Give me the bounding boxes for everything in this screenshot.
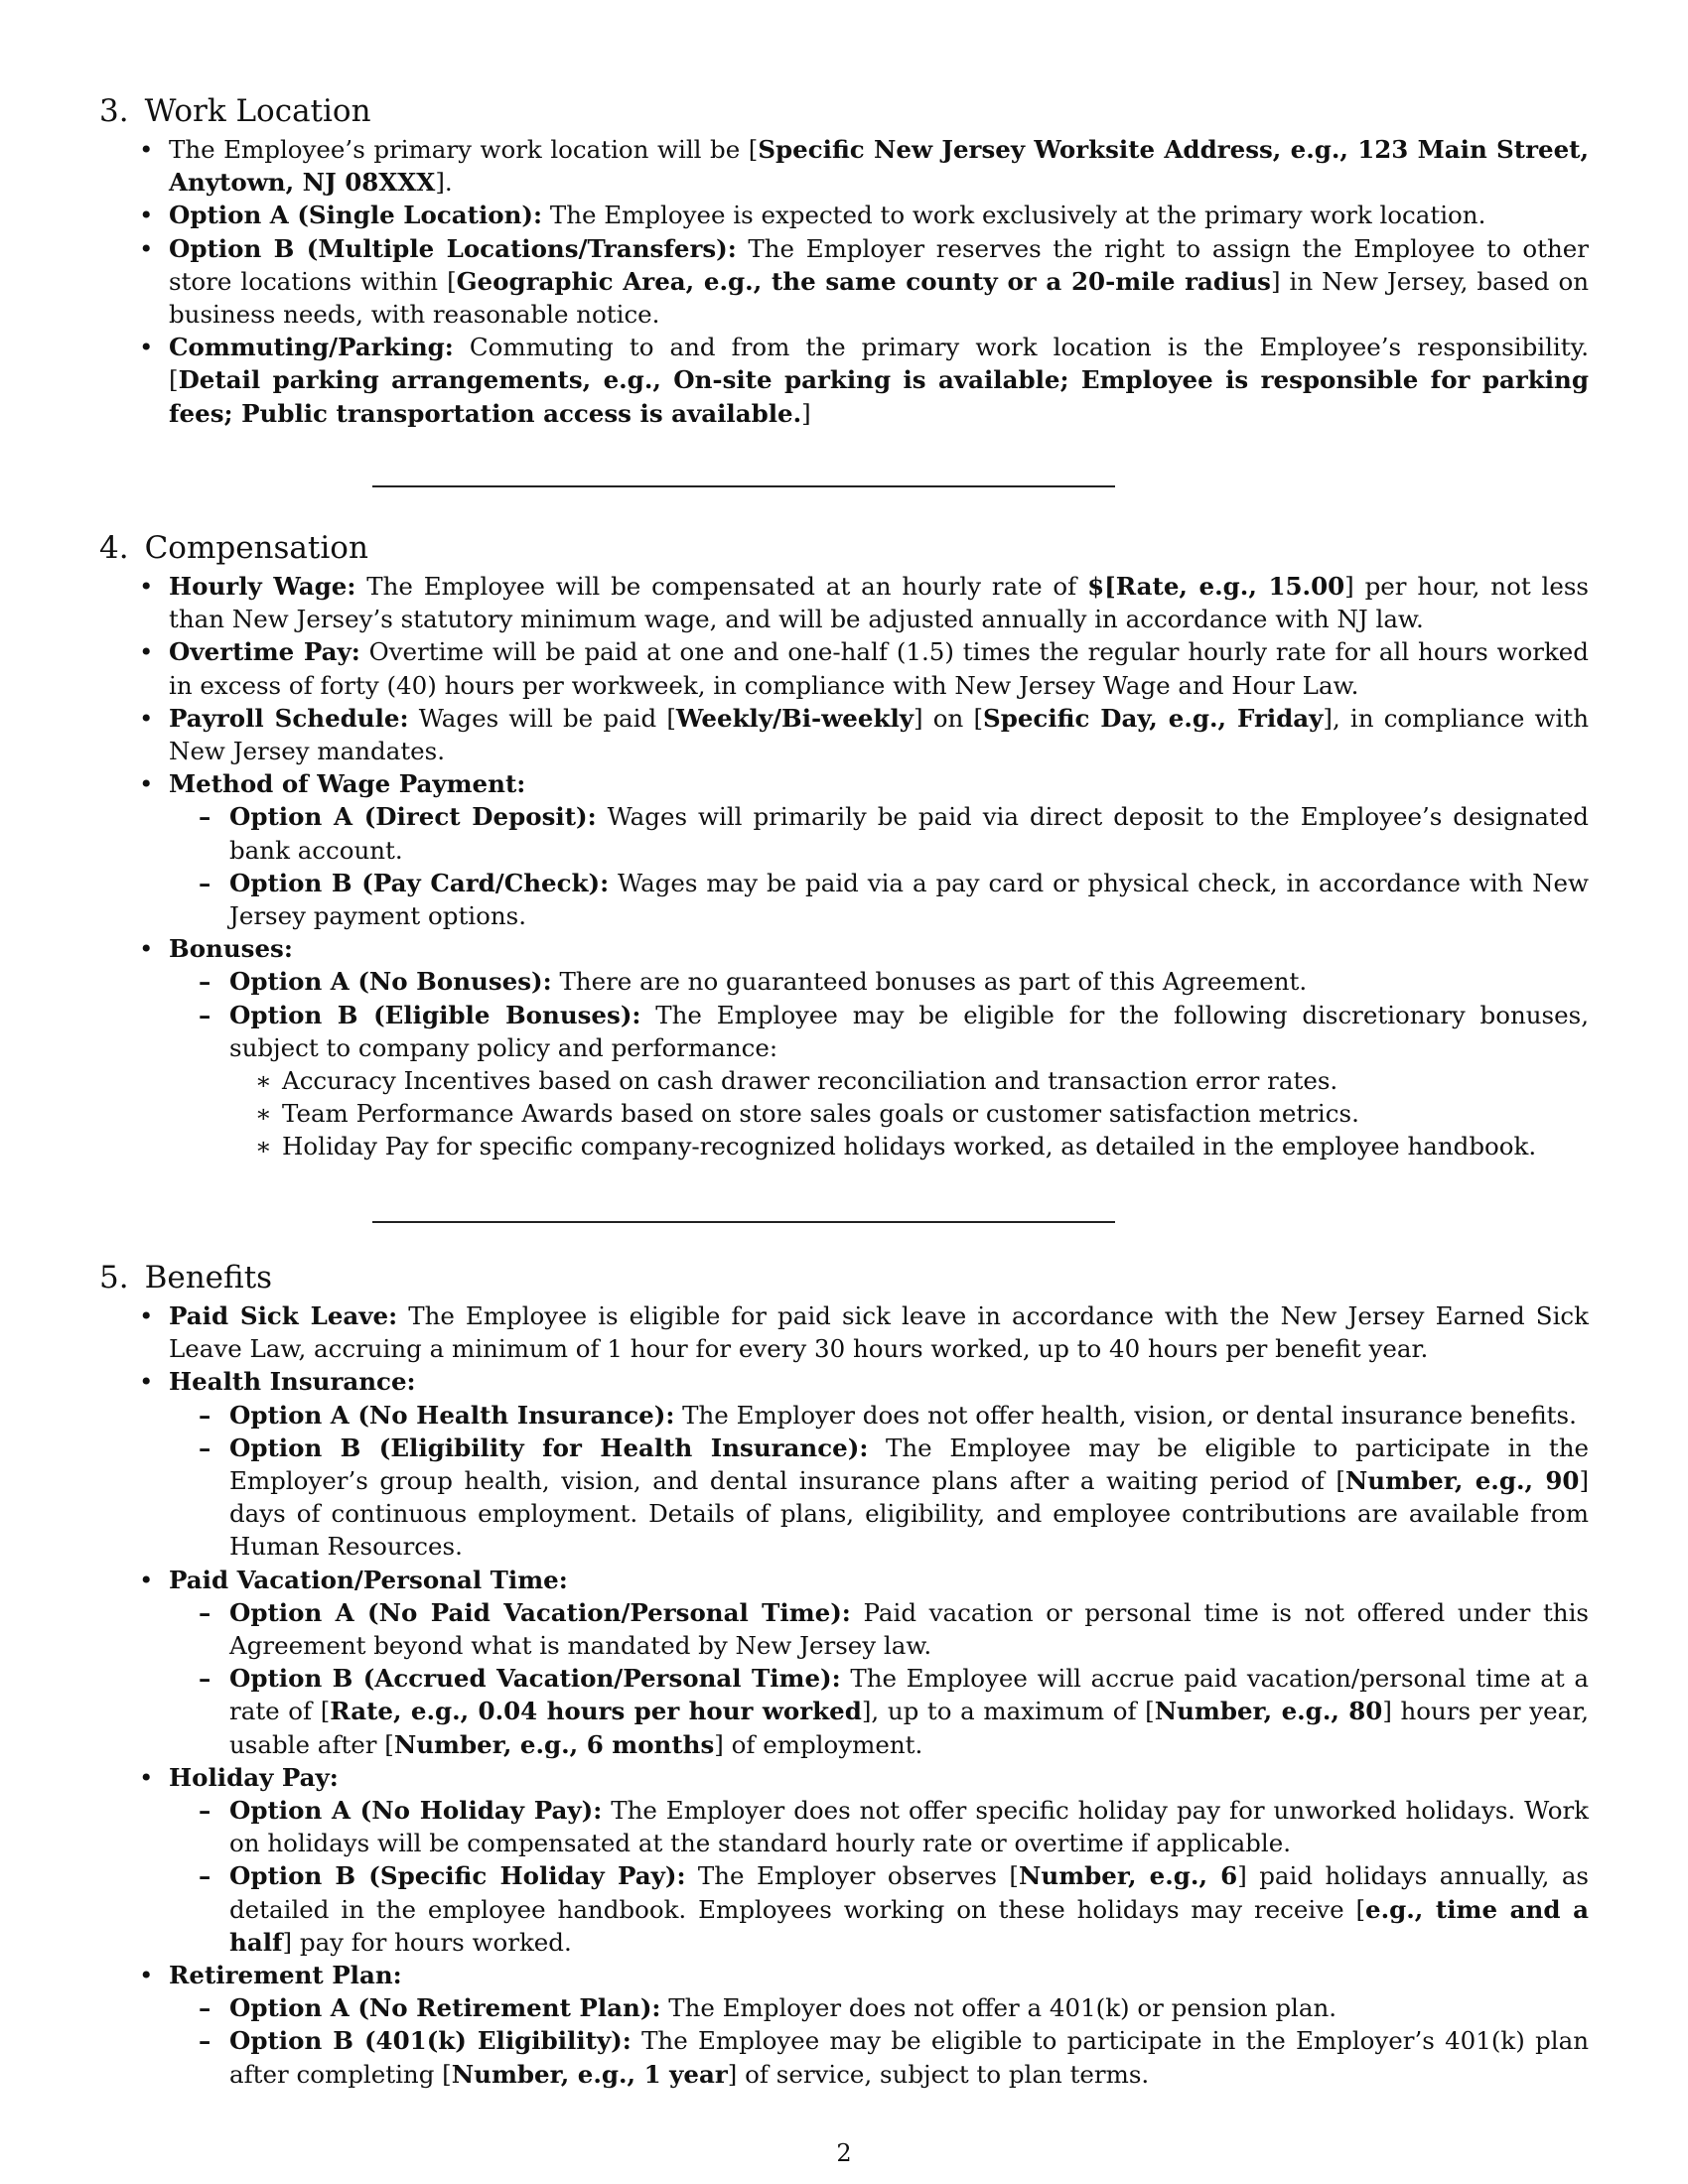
text: ] pay for hours worked. — [282, 1927, 572, 1957]
bold-text: Number, e.g., 6 months — [393, 1729, 715, 1759]
bullet-list — [99, 1299, 1589, 2091]
sub-list-item — [229, 800, 1589, 866]
text: ], in compliance with New Jersey mandates. — [169, 703, 1589, 766]
text: There are no guaranteed bonuses as part of this Agreement. — [551, 967, 1308, 997]
sub-list-item — [229, 867, 1589, 932]
bold-text: $[Rate, e.g., 15.00 — [1087, 572, 1345, 601]
bold-text: Option B (Pay Card/Check): — [229, 868, 610, 897]
list-item — [169, 1761, 1589, 1959]
bold-text: Option A (Direct Deposit): — [229, 802, 597, 832]
list-item — [169, 932, 1589, 1162]
section-compensation — [99, 526, 1589, 1163]
list-item — [169, 1299, 1589, 1365]
text: ] per hour, not less than New Jersey’s statutory minimum wage, and will be adjusted annually in accordance with NJ law. — [169, 572, 1589, 634]
text: ]. — [435, 168, 453, 198]
section-divider — [372, 485, 1115, 487]
item-text — [229, 1859, 1589, 1959]
section-number: 3. — [99, 93, 129, 129]
bold-text: Option B (Accrued Vacation/Personal Time): — [229, 1664, 841, 1694]
text: The Employee will be compensated at an hourly rate of — [355, 572, 1088, 601]
item-text — [229, 1399, 1589, 1432]
item-text — [169, 199, 1589, 231]
item-text — [229, 867, 1589, 932]
text: ] on [ — [914, 703, 984, 733]
item-text — [169, 932, 1589, 965]
text: The Employee is eligible for paid sick leave in accordance with the New Jersey Earned Sick Leave Law, accruing a minimum of 1 hour for every 30 hours worked, up to 40 hours per benefit year. — [169, 1301, 1589, 1364]
list-item — [169, 1564, 1589, 1761]
bold-text: Number, e.g., 80 — [1154, 1697, 1383, 1726]
section-divider — [372, 1221, 1115, 1223]
bold-text: Option A (No Holiday Pay): — [229, 1796, 603, 1826]
list-item — [169, 1959, 1589, 2091]
bold-text: Geographic Area, e.g., the same county or a 20-mile radius — [456, 266, 1271, 296]
section-benefits — [99, 1256, 1589, 2091]
section-number: 5. — [99, 1260, 129, 1296]
text: The Employee will accrue paid vacation/personal time at a rate of [ — [229, 1664, 1589, 1726]
item-text — [169, 1761, 1589, 1794]
bold-text: Option A (No Health Insurance): — [229, 1400, 675, 1430]
bold-text: Option B (Eligible Bonuses): — [229, 1000, 641, 1029]
text: The Employee may be eligible to participate in the Employer’s group health, vision, and dental insurance plans after a waiting period of [ — [229, 1433, 1589, 1496]
sub-list-item — [229, 1432, 1589, 1564]
text: The Employee is expected to work exclusively at the primary work location. — [542, 201, 1486, 230]
sub-list-item — [229, 1662, 1589, 1761]
bold-text: Paid Vacation/Personal Time: — [169, 1565, 568, 1594]
item-text — [169, 702, 1589, 767]
bold-text: Overtime Pay: — [169, 637, 360, 667]
section-heading — [99, 89, 1589, 133]
text: The Employer observes [ — [685, 1861, 1019, 1891]
item-text — [169, 1564, 1589, 1596]
item-text — [169, 1959, 1589, 1991]
text: Paid vacation or personal time is not offered under this Agreement beyond what is mandated by New Jersey law. — [229, 1597, 1589, 1661]
section-heading — [99, 1256, 1589, 1299]
text: ] days of continuous employment. Details of plans, eligibility, and employee contributions are available from Human Resources. — [229, 1466, 1590, 1562]
item-text — [282, 1130, 1589, 1162]
sub-list-item — [229, 1991, 1589, 2024]
sub-sub-list-item — [282, 1097, 1589, 1130]
text: The Employee may be eligible to participate in the Employer’s 401(k) plan after completing [ — [229, 2026, 1589, 2089]
text: ] — [801, 398, 811, 428]
section-work-location — [99, 89, 1589, 430]
sub-list-item — [229, 965, 1589, 998]
bold-text: Health Insurance: — [169, 1367, 416, 1397]
item-text — [169, 635, 1589, 701]
bold-text: Weekly/Bi-weekly — [675, 703, 914, 733]
text: Wages may be paid via a pay card or physical check, in accordance with New Jersey payment options. — [229, 868, 1589, 931]
item-text — [169, 767, 1589, 800]
sub-list — [99, 1794, 1589, 1959]
section-heading — [99, 526, 1589, 570]
text: Commuting to and from the primary work location is the Employee’s responsibility. [ — [169, 333, 1589, 395]
list-item — [169, 570, 1589, 635]
item-text — [169, 232, 1589, 332]
item-text — [229, 1432, 1589, 1564]
bold-text: Holiday Pay: — [169, 1762, 339, 1792]
bold-text: Specific Day, e.g., Friday — [983, 703, 1324, 733]
bold-text: Hourly Wage: — [169, 572, 356, 601]
bold-text: Option A (No Paid Vacation/Personal Time): — [229, 1597, 851, 1627]
sub-sub-list-item — [282, 1130, 1589, 1162]
item-text — [229, 1794, 1589, 1859]
sub-list — [99, 1596, 1589, 1761]
bold-text: Option B (Multiple Locations/Transfers): — [169, 233, 737, 263]
bold-text: Paid Sick Leave: — [169, 1301, 398, 1330]
bold-text: Detail parking arrangements, e.g., On-site parking is available; Employee is responsible for parking fees; Public transportation access is available. — [169, 365, 1589, 428]
bold-text: Commuting/Parking: — [169, 333, 454, 362]
list-item — [169, 635, 1589, 701]
sub-list — [99, 1991, 1589, 2091]
text: The Employee’s primary work location will be [ — [169, 135, 759, 164]
document-page — [99, 89, 1589, 2154]
list-item — [169, 1365, 1589, 1563]
text: The Employer does not offer health, vision, or dental insurance benefits. — [674, 1400, 1577, 1430]
list-item — [169, 702, 1589, 767]
list-item — [169, 331, 1589, 430]
item-text — [229, 1596, 1589, 1662]
list-item — [169, 232, 1589, 332]
item-text — [229, 1662, 1589, 1761]
section-title: Compensation — [144, 530, 368, 566]
text: Team Performance Awards based on store sales goals or customer satisfaction metrics. — [282, 1099, 1359, 1129]
item-text — [169, 1299, 1589, 1365]
bold-text: e.g., time and a half — [229, 1894, 1589, 1957]
text: ] in New Jersey, based on business needs, with reasonable notice. — [169, 266, 1589, 330]
list-item — [169, 133, 1589, 199]
text: Wages will primarily be paid via direct deposit to the Employee’s designated bank account. — [229, 802, 1589, 865]
item-text — [169, 570, 1589, 635]
list-item — [169, 199, 1589, 231]
text: ], up to a maximum of [ — [861, 1697, 1155, 1726]
bullet-list — [99, 570, 1589, 1163]
bold-text: Option A (No Bonuses): — [229, 967, 552, 997]
sub-list — [99, 1399, 1589, 1564]
text: The Employer reserves the right to assign the Employee to other store locations within [ — [169, 233, 1589, 296]
item-text — [282, 1097, 1589, 1130]
section-number: 4. — [99, 530, 129, 566]
text: ] of employment. — [714, 1729, 923, 1759]
bold-text: Method of Wage Payment: — [169, 769, 526, 799]
text: The Employee may be eligible for the following discretionary bonuses, subject to company policy and performance: — [229, 1000, 1589, 1062]
item-text — [282, 1064, 1589, 1097]
item-text — [229, 1991, 1589, 2024]
sub-sub-list-item — [282, 1064, 1589, 1097]
text: ] hours per year, usable after [ — [229, 1697, 1589, 1759]
text: Overtime will be paid at one and one-half (1.5) times the regular hourly rate for all hours worked in excess of forty (40) hours per workweek, in compliance with New Jersey Wage and Hour Law. — [169, 637, 1589, 700]
bold-text: Number, e.g., 6 — [1018, 1861, 1238, 1891]
sub-list-item — [229, 2024, 1589, 2090]
page-number: 2 — [836, 2139, 852, 2167]
bullet-list — [99, 133, 1589, 430]
section-title: Work Location — [144, 93, 371, 129]
text: Accuracy Incentives based on cash drawer reconciliation and transaction error rates. — [282, 1066, 1338, 1096]
sub-list — [99, 800, 1589, 932]
item-text — [169, 331, 1589, 430]
bold-text: Option A (No Retirement Plan): — [229, 1993, 661, 2023]
bold-text: Number, e.g., 90 — [1344, 1466, 1580, 1496]
bold-text: Bonuses: — [169, 934, 293, 964]
sub-list-item — [229, 1596, 1589, 1662]
sub-list-item — [229, 1399, 1589, 1432]
bold-text: Rate, e.g., 0.04 hours per hour worked — [330, 1697, 862, 1726]
bold-text: Number, e.g., 1 year — [451, 2059, 728, 2089]
bold-text: Option A (Single Location): — [169, 201, 543, 230]
text: ] of service, subject to plan terms. — [727, 2059, 1150, 2089]
bold-text: Specific New Jersey Worksite Address, e.g., 123 Main Street, Anytown, NJ 08XXX — [169, 135, 1589, 198]
item-text — [229, 965, 1589, 998]
text: The Employer does not offer a 401(k) or pension plan. — [660, 1993, 1337, 2023]
bold-text: Option B (Eligibility for Health Insurance): — [229, 1433, 869, 1462]
text: Holiday Pay for specific company-recognized holidays worked, as detailed in the employee handbook. — [282, 1132, 1537, 1161]
sub-list-item — [229, 1859, 1589, 1959]
bold-text: Retirement Plan: — [169, 1961, 402, 1990]
item-text — [229, 2024, 1589, 2090]
sub-list-item — [229, 1794, 1589, 1859]
section-title: Benefits — [144, 1260, 273, 1296]
text: Wages will be paid [ — [408, 703, 676, 733]
sub-list — [99, 1064, 1589, 1163]
item-text — [169, 133, 1589, 199]
bold-text: Option B (401(k) Eligibility): — [229, 2026, 632, 2056]
bold-text: Payroll Schedule: — [169, 703, 409, 733]
item-text — [169, 1365, 1589, 1398]
item-text — [229, 999, 1589, 1064]
bold-text: Option B (Specific Holiday Pay): — [229, 1861, 686, 1891]
item-text — [229, 800, 1589, 866]
sub-list — [99, 965, 1589, 1162]
sub-list-item — [229, 999, 1589, 1163]
list-item — [169, 767, 1589, 932]
text: ] paid holidays annually, as detailed in the employee handbook. Employees working on these holidays may receive [ — [229, 1861, 1589, 1924]
text: The Employer does not offer specific holiday pay for unworked holidays. Work on holidays will be compensated at the standard hourly rate or overtime if applicable. — [229, 1796, 1590, 1858]
